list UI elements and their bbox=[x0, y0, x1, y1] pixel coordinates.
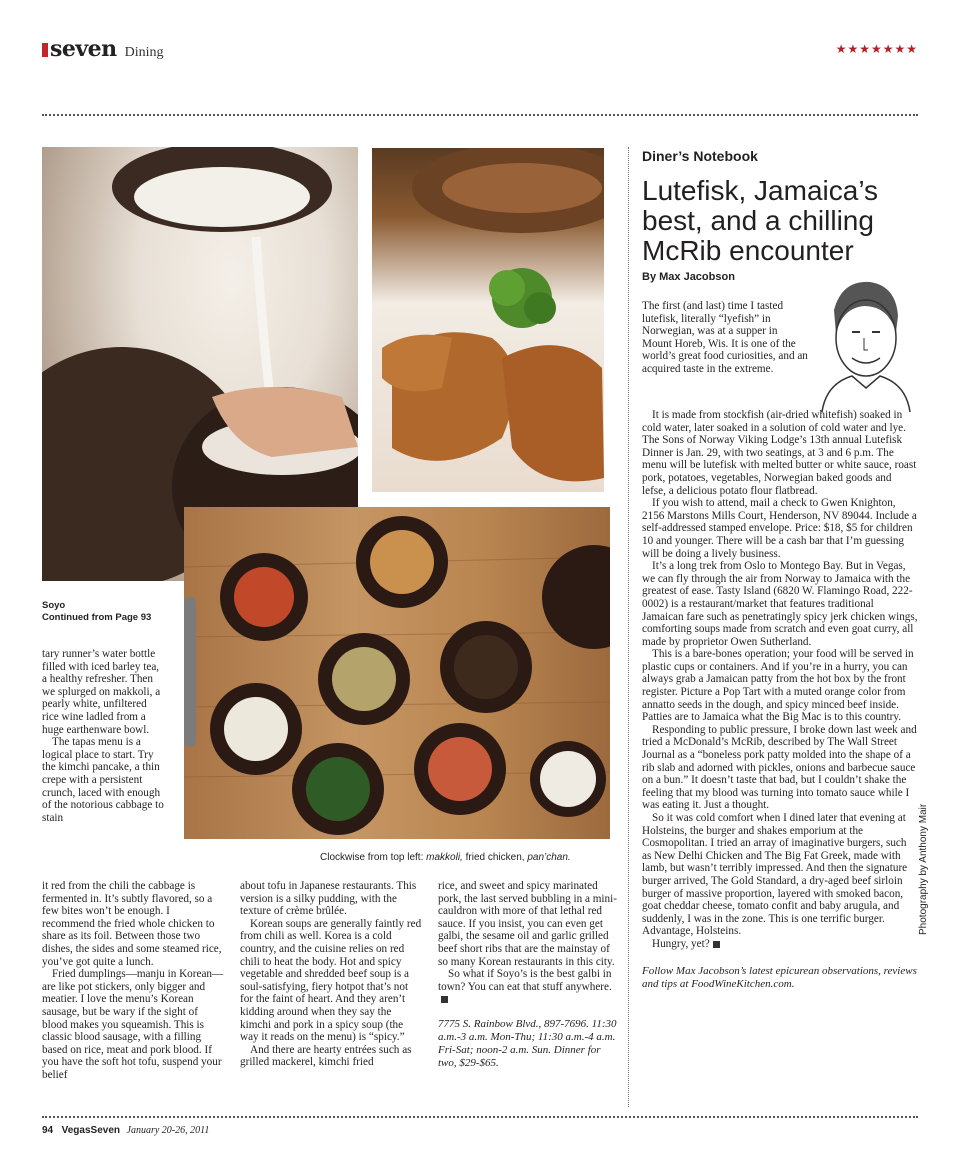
caption-chicken: fried chicken, bbox=[465, 852, 525, 863]
page-number: 94 bbox=[42, 1125, 54, 1136]
body-paragraph: It’s a long trek from Oslo to Montego Bay. But in Vegas, we can fly through the air from Norway to Jamaica with the greatest of ease. Tasty Island (6820 W. Flamingo Road, 222-0002) is a restaurant/market that features traditional Jamaican fare such as penetratingly spicy jerk chicken wings, comforting soups made from scratch and even goat curry, all made by proprietor Owen Sutherland. bbox=[642, 560, 918, 648]
caption-panchan: pan’chan. bbox=[527, 852, 571, 863]
body-paragraph: It is made from stockfish (air-dried whitefish) soaked in cold water, later soaked in a solution of cold water and lye. The Sons of Norway Viking Lodge’s 13th annual Lutefisk Dinner is Jan. 29, with two seatings, at 3 and 6 p.m. The menu will be lutefisk with melted butter or white sauce, roast pork, potatoes, vegetables, Norwegian baked goods and lefse, a delicious potato flour flatbread. bbox=[642, 409, 917, 497]
section-label: Dining bbox=[124, 45, 164, 60]
body-paragraph bbox=[642, 938, 918, 951]
soyo-title: Soyo bbox=[42, 600, 66, 611]
soyo-paragraph bbox=[438, 968, 620, 1006]
soyo-continued: Continued from Page 93 bbox=[42, 612, 152, 623]
sign-off: Hungry, yet? bbox=[652, 937, 710, 950]
issue-date: January 20-26, 2011 bbox=[126, 1125, 210, 1136]
soyo-paragraph: Fried dumplings—manju in Korean—are like pot stickers, only bigger and meatier. I love the menu’s Korean sausage, but be wary if the sight of blood makes you squeamish. This is classic blood sausage, with a filling based on rice, meat and pork blood. If you have the soft hot tofu, suspend your belief bbox=[42, 968, 224, 1081]
end-mark-icon bbox=[441, 996, 448, 1003]
soyo-col3 bbox=[438, 880, 620, 1070]
rating-stars: ★★★★★★★ bbox=[835, 42, 918, 56]
soyo-paragraph: it red from the chili the cabbage is fermented in. It’s subtly flavored, so a few bites won’t be enough. I recommend the fried whole chicken to share as its foil. Between those two dishes, the sides and some steamed rice, you’ve got quite a lunch. bbox=[42, 880, 222, 968]
column-divider bbox=[628, 147, 629, 1107]
intro-paragraph: The first (and last) time I tasted lutefisk, literally “lyefish” in Norwegian, was at a supper in Mount Horeb, Wis. It is one of the world’s great food curiosities, and an acquired taste in the extreme. bbox=[642, 300, 808, 375]
article-body bbox=[642, 409, 918, 991]
soyo-paragraph: And there are hearty entrées such as grilled mackerel, kimchi fried bbox=[240, 1043, 412, 1069]
header-divider bbox=[42, 114, 918, 116]
footer-divider bbox=[42, 1116, 918, 1118]
body-paragraph: So it was cold comfort when I dined later that evening at Holsteins, the burger and shakes emporium at the Cosmopolitan. I tried an array of imaginative burgers, such as New Delhi Chicken and The Big Fat Greek, made with lamb, but wasn’t terribly impressed. And then the signature burger arrived, The Gold Standard, a dry-aged beef sirloin burger of massive proportion, layered with smoked bacon, goat cheddar cheese, tomato confit and baby arugula, and suddenly, I was in the zone. This is one terrific burger. Advantage, Holsteins. bbox=[642, 812, 908, 938]
end-mark-icon bbox=[713, 941, 720, 948]
article-intro bbox=[642, 300, 810, 376]
soyo-col1-bottom bbox=[42, 880, 224, 1082]
soyo-paragraph: The tapas menu is a logical place to start. Try the kimchi pancake, a thin crepe with a persistent crunch, laced with enough of the notorious cabbage to stain bbox=[42, 736, 164, 824]
restaurant-info: 7775 S. Rainbow Blvd., 897-7696. 11:30 a.m.-3 a.m. Mon-Thu; 11:30 a.m.-4 a.m. Fri-Sat; noon-2 a.m. Sun. Dinner for two, $29-$65. bbox=[438, 1017, 617, 1069]
byline: By Max Jacobson bbox=[642, 271, 735, 283]
soyo-paragraph: Korean soups are generally faintly red from chili as well. Korea is a cold country, and the cuisine relies on red chili to heat the body. Hot and spicy vegetable and shredded beef soup is a soul-satisfying, fiery hotpot that’s not for the faint of heart. And they aren’t kidding around when they say the kimchi and pork in a spicy soup (the way it reads on the menu) is “spicy.” bbox=[240, 917, 422, 1044]
soyo-col2 bbox=[240, 880, 422, 1069]
soyo-jump-header bbox=[42, 600, 151, 624]
soyo-paragraph: tary runner’s water bottle filled with iced barley tea, a healthy refresher. Then we splurged on makkoli, a pearly white, unfiltered rice wine ladled from a huge earthenware bowl. bbox=[42, 648, 161, 736]
magazine-name: VegasSeven bbox=[61, 1125, 120, 1136]
soyo-paragraph: about tofu in Japanese restaurants. This version is a silky pudding, with the texture of crème brûlée. bbox=[240, 880, 417, 918]
panchan-photo bbox=[184, 507, 610, 839]
soyo-col1-top bbox=[42, 648, 166, 824]
caption-makkoli: makkoli, bbox=[426, 852, 463, 863]
brand-logo: seven bbox=[50, 36, 117, 62]
body-paragraph: This is a bare-bones operation; your food will be served in plastic cups or containers. And if you’re in a hurry, you can always grab a Jamaican patty from the hot box by the front register. Picture a Pop Tart with a muted orange color from annatto seeds in the dough, and spicy minced beef inside. Patties are to Jamaica what the Big Mac is to this country. bbox=[642, 648, 914, 724]
photo-credit: Photography by Anthony Mair bbox=[918, 803, 929, 935]
page-footer bbox=[42, 1125, 209, 1136]
body-paragraph: Responding to public pressure, I broke down last week and tried a McDonald’s McRib, described by The Wall Street Journal as a “boneless pork patty molded into the shape of a rib slab and adorned with pickles, onions and barbecue sauce on a bun.” It doesn’t taste that bad, but I couldn’t shake the feeling that my blood was turning into tomato sauce while I was eating it. Just a thought. bbox=[642, 723, 917, 812]
body-paragraph: If you wish to attend, mail a check to Gwen Knighton, 2156 Marstons Mills Court, Henderson, NV 89044. Include a self-addressed stamped envelope. Price: $18, $5 for children 10 and younger. There will be a cash bar that I’m guessing will be doing a lively business. bbox=[642, 497, 917, 560]
caption-prefix: Clockwise from top left: bbox=[320, 852, 424, 863]
soyo-paragraph: rice, and sweet and spicy marinated pork, the last served bubbling in a mini-cauldron with more of that lethal red sauce. If you insist, you can even get galbi, the sesame oil and garlic grilled beef short ribs that are the mainstay of so many Korean restaurants in this city. bbox=[438, 880, 617, 968]
photo-caption bbox=[320, 852, 571, 863]
article-headline: Lutefisk, Jamaica’s best, and a chilling McRib encounter bbox=[642, 175, 879, 266]
soyo-closing: So what if Soyo’s is the best galbi in town? You can eat that stuff anywhere. bbox=[438, 968, 612, 993]
author-portrait bbox=[812, 276, 916, 412]
author-footnote: Follow Max Jacobson’s latest epicurean observations, reviews and tips at FoodWineKitchen.com. bbox=[642, 964, 917, 990]
fried-chicken-photo bbox=[372, 148, 604, 492]
column-kicker: Diner’s Notebook bbox=[642, 148, 758, 164]
masthead bbox=[42, 36, 164, 62]
brand-bar bbox=[42, 43, 48, 57]
